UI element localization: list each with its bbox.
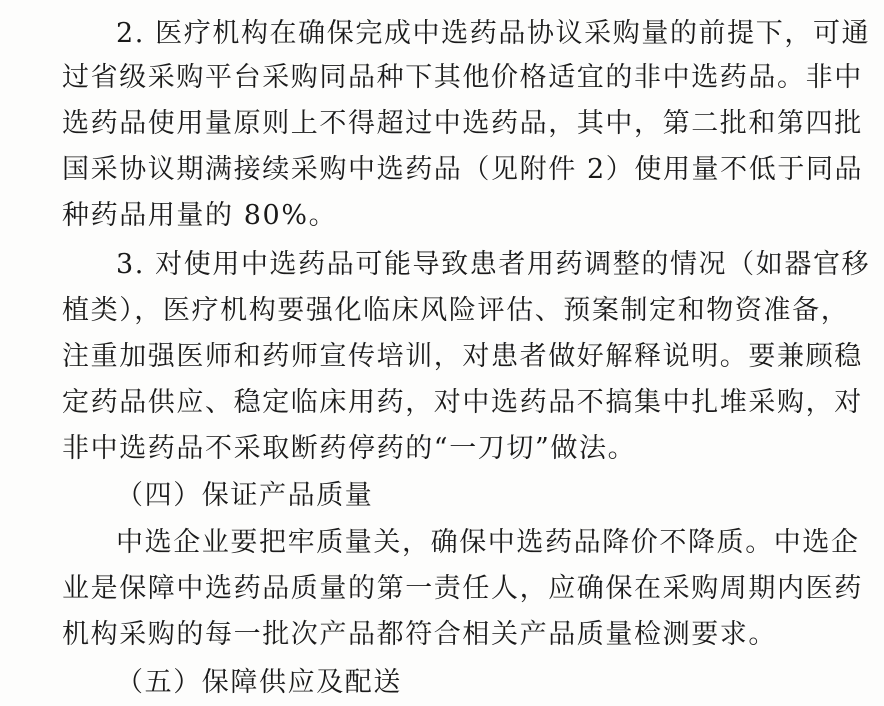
paragraph-3-line-3: 注重加强医师和药师宣传培训，对患者做好解释说明。要兼顾稳	[62, 341, 863, 372]
paragraph-3-line-2: 植类），医疗机构要强化临床风险评估、预案制定和物资准备，	[62, 295, 850, 326]
paragraph-2-line-5: 种药品用量的 80%。	[62, 200, 338, 231]
paragraph-3-line-4: 定药品供应、稳定临床用药，对中选药品不搞集中扎堆采购，对	[62, 387, 863, 418]
paragraph-2-line-2: 过省级采购平台采购同品种下其他价格适宜的非中选药品。非中	[62, 62, 863, 93]
paragraph-2-line-4: 国采协议期满接续采购中选药品（见附件 2）使用量不低于同品	[62, 154, 864, 185]
section-heading-quality: （四）保证产品质量	[116, 480, 374, 511]
paragraph-2-line-3: 选药品使用量原则上不得超过中选药品，其中，第二批和第四批	[62, 108, 863, 139]
paragraph-3-line-1: 3. 对使用中选药品可能导致患者用药调整的情况（如器官移	[116, 249, 871, 280]
paragraph-3-line-5: 非中选药品不采取断药停药的“一刀切”做法。	[62, 433, 637, 464]
paragraph-quality-line-2: 业是保障中选药品质量的第一责任人，应确保在采购周期内医药	[62, 573, 863, 604]
paragraph-2-line-1: 2. 医疗机构在确保完成中选药品协议采购量的前提下，可通	[116, 18, 871, 49]
paragraph-quality-line-1: 中选企业要把牢质量关，确保中选药品降价不降质。中选企	[116, 527, 860, 558]
paragraph-quality-line-3: 机构采购的每一批次产品都符合相关产品质量检测要求。	[62, 619, 777, 650]
section-heading-supply: （五）保障供应及配送	[116, 667, 402, 698]
